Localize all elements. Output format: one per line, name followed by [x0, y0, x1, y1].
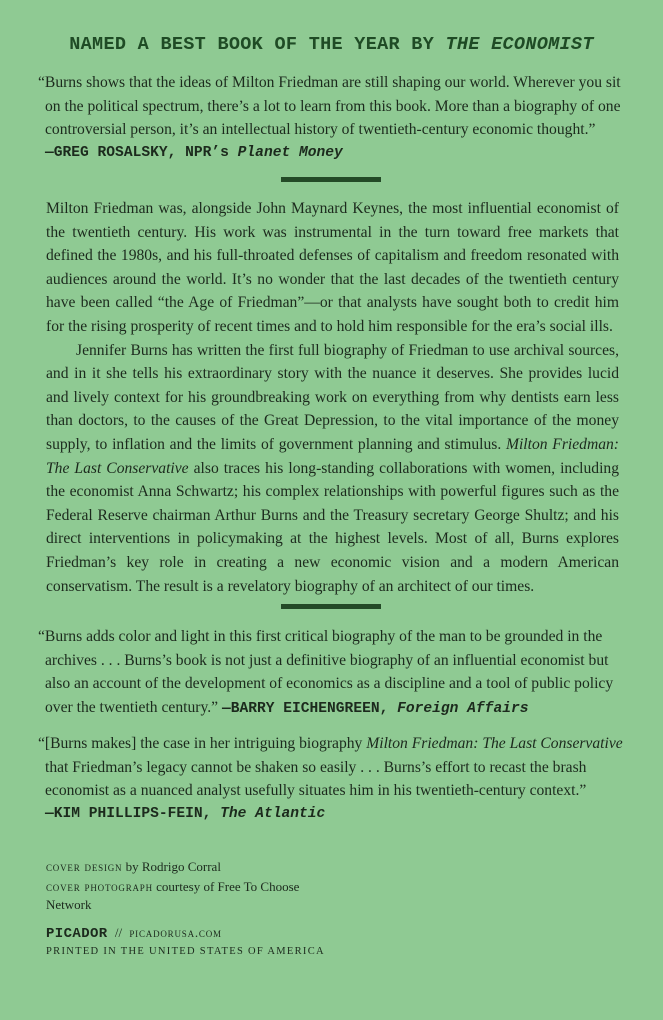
book-description — [46, 197, 619, 598]
blurb-quote: that Friedman’s legacy cannot be shaken so easily . . . Burns’s effort to recast the brash economist as a nuanced analyst usefully situates him in his twentieth-century context.” — [45, 758, 587, 799]
blurb-author: —BARRY EICHENGREEN, — [221, 700, 398, 717]
blurb-quote: “Burns adds color and light in this first critical biography of the man to be grounded in the archives . . . Burns’s book is not just a definitive biography of an influential economist but also an account of the development of economics as a discipline and a tool of public policy over the twentieth century.” — [38, 628, 614, 716]
blurb-attribution — [38, 803, 628, 827]
blurb-source: Foreign Affairs — [397, 700, 529, 717]
blurb-quote: “Burns shows that the ideas of Milton Friedman are still shaping our world. Wherever you sit on the political spectrum, there’s a lot to learn from this book. More than a biography of one controversial person, it’s an intellectual history of twentieth-century economic thought.” — [38, 74, 621, 138]
credit-value: courtesy of Free To Choose Network — [46, 879, 300, 912]
award-banner-text: NAMED A BEST BOOK OF THE YEAR BY — [69, 34, 446, 55]
credit-value: by Rodrigo Corral — [122, 859, 221, 874]
publisher-website: picadorusa.com — [129, 925, 222, 940]
credit-label: cover photograph — [46, 879, 153, 894]
blurb-eichengreen — [38, 625, 628, 721]
separator: // — [114, 925, 123, 940]
divider-rule — [281, 604, 381, 609]
divider-rule — [281, 177, 381, 182]
blurb-attribution — [38, 142, 628, 166]
blurb-source: Planet Money — [237, 144, 343, 161]
cover-credits — [46, 858, 446, 914]
award-publication: THE ECONOMIST — [445, 34, 594, 55]
blurb-phillips-fein — [38, 732, 628, 826]
blurb-quote-block — [38, 625, 628, 721]
book-title: Milton Friedman: The Last Conservative — [366, 735, 623, 752]
description-text: also traces his long-standing collaborations with women, including the economist Anna Schwartz; his complex relationships with powerful figures such as the Federal Reserve chairman Arthur Burns and the Treasury secretary George Shultz; and his direct interventions in policymaking at the highest levels. Most of all, Burns explores Friedman’s key role in creating a new economic vision and a modern American conservatism. The result is a revelatory biography of an architect of our times. — [46, 459, 619, 595]
cover-design-credit — [46, 858, 446, 876]
description-paragraph-1: Milton Friedman was, alongside John Maynard Keynes, the most influential economist of the twentieth century. His work was instrumental in the turn toward free markets that defined the 1980s, and his full-throated defenses of capitalism and freedom resonated with audiences around the world. It’s no wonder that the last decades of the twentieth century have been called “the Age of Friedman”—or that analysts have sought both to credit him for the rising prosperity of recent times and to hold him responsible for the era’s social ills. — [46, 200, 619, 335]
publisher-name: PICADOR — [46, 926, 108, 942]
blurb-rosalsky — [38, 71, 628, 165]
award-banner — [0, 34, 663, 55]
publisher-line — [46, 924, 446, 943]
blurb-quote-block — [38, 732, 628, 803]
blurb-author: —GREG ROSALSKY, NPR’s — [45, 144, 238, 161]
cover-photo-credit — [46, 878, 336, 914]
publisher-info — [46, 924, 446, 961]
blurb-quote: “[Burns makes] the case in her intriguing biography — [38, 735, 367, 752]
credit-label: cover design — [46, 859, 123, 874]
printed-in: PRINTED IN THE UNITED STATES OF AMERICA — [46, 946, 325, 957]
description-text: Jennifer Burns has written the first full biography of Friedman to use archival sources, and in it she tells his extraordinary story with the nuance it deserves. She provides lucid and lively context for his groundbreaking work on everything from why dentists earn less than doctors, to the causes of the Great Depression, to the vital importance of the money supply, to inflation and the limits of government planning and stimulus. — [46, 341, 619, 453]
blurb-source: The Atlantic — [220, 805, 326, 822]
description-paragraph-2 — [46, 339, 619, 599]
blurb-author: —KIM PHILLIPS-FEIN, — [45, 805, 221, 822]
book-title: Milton Friedman: The Last Conservative — [46, 435, 619, 477]
